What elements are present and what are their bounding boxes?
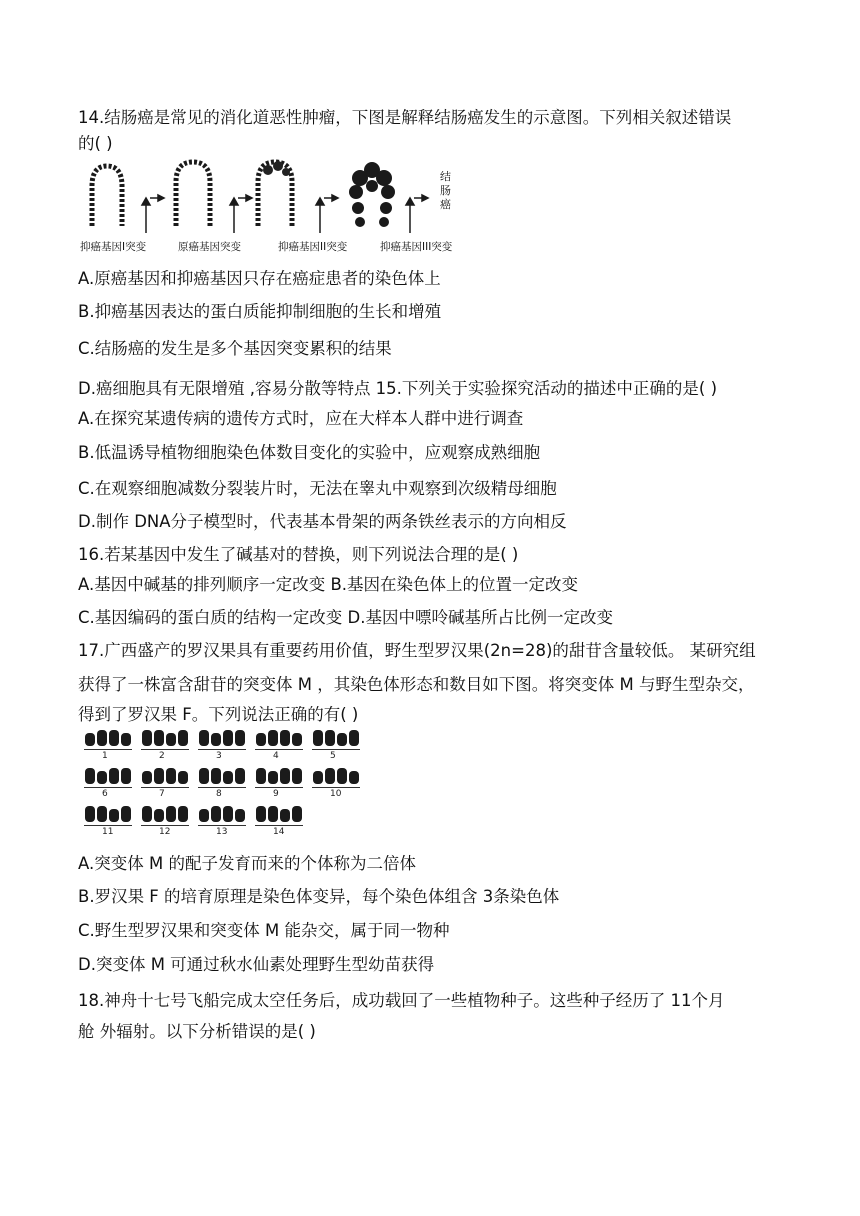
q15-option-d: D.制作 DNA分子模型时，代表基本骨架的两条铁丝表示的方向相反 (78, 512, 567, 531)
q14-option-c: C.结肠癌的发生是多个基因突变累积的结果 (78, 339, 392, 358)
q14-option-d-and-q15-stem: D.癌细胞具有无限增殖 ,容易分散等特点 15.下列关于实验探究活动的描述中正确的是( ) (78, 379, 718, 398)
q14-stem-line2: 的( ) (78, 134, 113, 153)
chromosome (121, 768, 131, 784)
chromosome (313, 771, 323, 784)
intestinal-villus-stage-2 (176, 162, 210, 226)
chromosome (178, 730, 188, 746)
chromosome (211, 768, 221, 784)
chromosome (97, 771, 107, 784)
chromosome-group-underline (312, 787, 360, 788)
chromosome (223, 771, 233, 784)
chromosome-group-11 (82, 806, 134, 840)
chromosome (211, 733, 221, 746)
stage-label-1: 抑癌基因I突变 (80, 241, 147, 253)
chromosome (97, 806, 107, 822)
chromosome-number-label: 6 (102, 789, 108, 799)
chromosome-group-5 (310, 730, 362, 764)
chromosome-group-underline (198, 825, 246, 826)
chromosome (109, 768, 119, 784)
chromosome (256, 733, 266, 746)
chromosome (85, 768, 95, 784)
chromosome (154, 809, 164, 822)
q15-option-b: B.低温诱导植物细胞染色体数目变化的实验中，应观察成熟细胞 (78, 443, 541, 462)
chromosome-number-label: 2 (159, 751, 165, 761)
chromosome-group-underline (312, 749, 360, 750)
chromosome (142, 806, 152, 822)
chromosome (142, 730, 152, 746)
chromosome-group-14 (253, 806, 305, 840)
chromosome (166, 768, 176, 784)
chromosome-number-label: 4 (273, 751, 279, 761)
chromosome (223, 730, 233, 746)
chromosome-group-underline (255, 825, 303, 826)
q18-stem-line1: 18.神舟十七号飞船完成太空任务后，成功载回了一些植物种子。这些种子经历了 11个月 (78, 991, 725, 1010)
chromosome-number-label: 11 (102, 827, 114, 837)
q17-option-a: A.突变体 M 的配子发育而来的个体称为二倍体 (78, 854, 416, 873)
chromosome-group-10 (310, 768, 362, 802)
chromosome (256, 806, 266, 822)
chromosome (121, 806, 131, 822)
q17-option-c: C.野生型罗汉果和突变体 M 能杂交，属于同一物种 (78, 921, 450, 940)
chromosome-group-underline (84, 749, 132, 750)
q15-option-a: A.在探究某遗传病的遗传方式时，应在大样本人群中进行调查 (78, 409, 524, 428)
chromosome (280, 768, 290, 784)
chromosome (211, 806, 221, 822)
q16-options-ab: A.基因中碱基的排列顺序一定改变 B.基因在染色体上的位置一定改变 (78, 575, 579, 594)
chromosome-group-9 (253, 768, 305, 802)
chromosome (109, 730, 119, 746)
chromosome (280, 730, 290, 746)
stage-label-4: 抑癌基因III突变 (380, 241, 453, 253)
chromosome-number-label: 7 (159, 789, 165, 799)
chromosome (199, 730, 209, 746)
q17-stem-line1: 17.广西盛产的罗汉果具有重要药用价值，野生型罗汉果(2n=28)的甜苷含量较低。 某研究组 (78, 641, 756, 660)
chromosome (337, 733, 347, 746)
chromosome (199, 809, 209, 822)
chromosome (121, 733, 131, 746)
chromosome-group-7 (139, 768, 191, 802)
chromosome (178, 806, 188, 822)
chromosome (235, 809, 245, 822)
chromosome-group-1 (82, 730, 134, 764)
chromosome (292, 768, 302, 784)
chromosome (268, 771, 278, 784)
chromosome (166, 806, 176, 822)
chromosome (292, 733, 302, 746)
chromosome-group-12 (139, 806, 191, 840)
q15-option-c: C.在观察细胞减数分裂装片时，无法在睾丸中观察到次级精母细胞 (78, 479, 557, 498)
end-label-colon-cancer: 结肠癌 (440, 170, 451, 211)
chromosome (166, 733, 176, 746)
chromosome-number-label: 9 (273, 789, 279, 799)
chromosome-number-label: 3 (216, 751, 222, 761)
q17-option-d: D.突变体 M 可通过秋水仙素处理野生型幼苗获得 (78, 955, 435, 974)
chromosome (349, 730, 359, 746)
chromosome-group-underline (84, 787, 132, 788)
chromosome-group-underline (198, 749, 246, 750)
q14-option-b: B.抑癌基因表达的蛋白质能抑制细胞的生长和增殖 (78, 302, 442, 321)
chromosome-number-label: 1 (102, 751, 108, 761)
q18-stem-line2: 舱 外辐射。以下分析错误的是( ) (78, 1022, 316, 1041)
chromosome (256, 768, 266, 784)
chromosome-number-label: 14 (273, 827, 285, 837)
chromosome (154, 768, 164, 784)
chromosome-group-8 (196, 768, 248, 802)
chromosome-group-6 (82, 768, 134, 802)
stage-label-2: 原癌基因突变 (178, 241, 241, 253)
q14-option-a: A.原癌基因和抑癌基因只存在癌症患者的染色体上 (78, 269, 441, 288)
chromosome-group-4 (253, 730, 305, 764)
q17-option-b: B.罗汉果 F 的培育原理是染色体变异，每个染色体组含 3条染色体 (78, 887, 560, 906)
chromosome-group-3 (196, 730, 248, 764)
chromosome-group-underline (198, 787, 246, 788)
karyotype-figure (82, 730, 367, 840)
chromosome-group-underline (255, 787, 303, 788)
tumor-mass-stage-4 (349, 162, 395, 227)
chromosome (313, 730, 323, 746)
chromosome (325, 768, 335, 784)
chromosome-group-underline (141, 787, 189, 788)
chromosome-number-label: 13 (216, 827, 228, 837)
chromosome-group-2 (139, 730, 191, 764)
chromosome (337, 768, 347, 784)
chromosome (199, 768, 209, 784)
chromosome (109, 809, 119, 822)
chromosome (85, 733, 95, 746)
chromosome (85, 806, 95, 822)
chromosome-group-13 (196, 806, 248, 840)
chromosome (142, 771, 152, 784)
q17-stem-line2: 获得了一株富含甜苷的突变体 M ，其染色体形态和数目如下图。将突变体 M 与野生型杂交， (78, 675, 755, 694)
chromosome (178, 771, 188, 784)
chromosome (280, 809, 290, 822)
chromosome (268, 730, 278, 746)
chromosome-group-underline (141, 749, 189, 750)
q17-stem-line3: 得到了罗汉果 F。下列说法正确的有( ) (78, 705, 359, 724)
chromosome-group-underline (255, 749, 303, 750)
chromosome (268, 806, 278, 822)
chromosome-number-label: 12 (159, 827, 171, 837)
q14-stem-line1: 14.结肠癌是常见的消化道恶性肿瘤，下图是解释结肠癌发生的示意图。下列相关叙述错误 (78, 108, 732, 127)
chromosome-group-underline (84, 825, 132, 826)
intestinal-villus-stage-1 (92, 166, 122, 226)
chromosome (235, 730, 245, 746)
stage-label-3: 抑癌基因II突变 (278, 241, 348, 253)
chromosome (292, 806, 302, 822)
colon-cancer-progression-figure (80, 158, 490, 258)
q16-options-cd: C.基因编码的蛋白质的结构一定改变 D.基因中嘌呤碱基所占比例一定改变 (78, 608, 613, 627)
chromosome (349, 771, 359, 784)
q16-stem: 16.若某基因中发生了碱基对的替换，则下列说法合理的是( ) (78, 545, 519, 564)
chromosome-group-underline (141, 825, 189, 826)
chromosome (223, 806, 233, 822)
chromosome (154, 730, 164, 746)
chromosome (97, 730, 107, 746)
chromosome-number-label: 8 (216, 789, 222, 799)
chromosome-number-label: 5 (330, 751, 336, 761)
chromosome (325, 730, 335, 746)
chromosome-number-label: 10 (330, 789, 342, 799)
chromosome (235, 768, 245, 784)
